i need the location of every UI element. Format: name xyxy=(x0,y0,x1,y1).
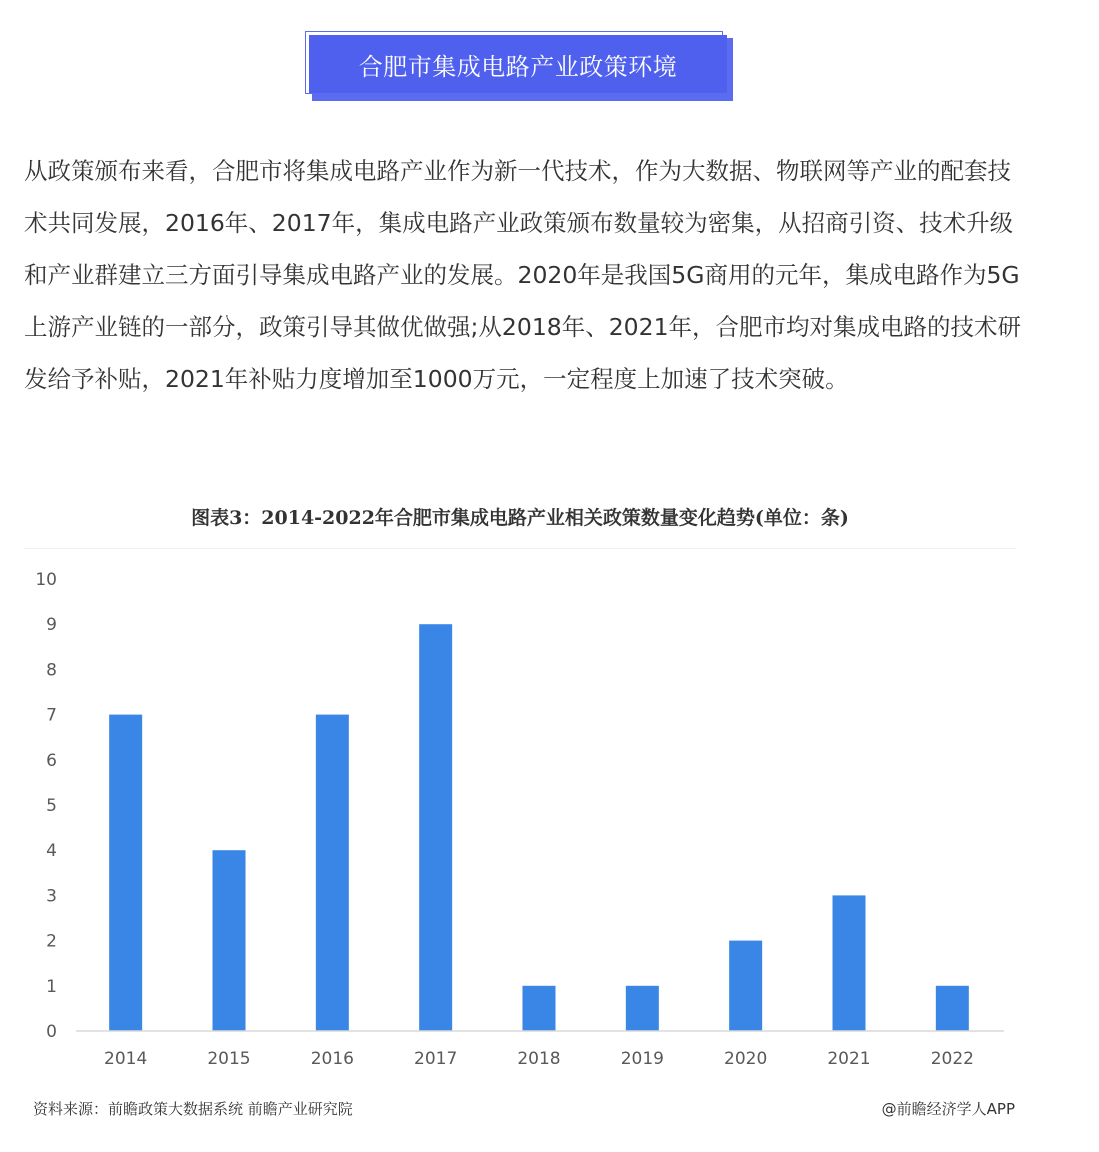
y-tick-label: 1 xyxy=(46,976,57,997)
bar-2014 xyxy=(109,715,142,1031)
y-tick-label: 0 xyxy=(46,1022,57,1042)
y-tick-label: 4 xyxy=(46,841,57,862)
section-title: 合肥市集成电路产业政策环境 xyxy=(358,52,678,81)
x-tick-label-2020: 2020 xyxy=(724,1049,768,1069)
source-note: 资料来源：前瞻政策大数据系统 前瞻产业研究院 xyxy=(33,1100,353,1118)
y-tick-label: 2 xyxy=(46,931,57,952)
x-tick-label-2018: 2018 xyxy=(517,1049,561,1069)
y-tick-label: 8 xyxy=(46,660,57,681)
section-title-banner xyxy=(305,31,733,101)
bar-2017 xyxy=(419,624,452,1031)
bar-2015 xyxy=(213,850,246,1031)
x-tick-label-2021: 2021 xyxy=(827,1049,871,1069)
bar-chart xyxy=(24,549,1016,1084)
x-tick-label-2015: 2015 xyxy=(207,1049,251,1069)
x-tick-label-2017: 2017 xyxy=(414,1049,458,1069)
bar-2021 xyxy=(833,895,866,1031)
y-tick-label: 5 xyxy=(46,796,57,816)
bar-2019 xyxy=(626,986,659,1031)
bar-2016 xyxy=(316,715,349,1031)
bar-2022 xyxy=(936,986,969,1031)
y-tick-label: 7 xyxy=(46,705,57,726)
bar-2018 xyxy=(523,986,556,1031)
y-tick-label: 10 xyxy=(35,570,57,590)
x-tick-label-2014: 2014 xyxy=(104,1049,148,1069)
chart-area xyxy=(24,548,1016,1084)
y-tick-label: 9 xyxy=(46,615,57,636)
chart-title: 图表3：2014-2022年合肥市集成电路产业相关政策数量变化趋势(单位：条) xyxy=(191,507,849,529)
credit-note: @前瞻经济学人APP xyxy=(881,1100,1015,1118)
y-axis-ticks xyxy=(35,570,57,1042)
bars xyxy=(109,624,969,1031)
x-tick-label-2019: 2019 xyxy=(620,1049,664,1069)
y-tick-label: 3 xyxy=(46,886,57,907)
title-box xyxy=(309,35,727,93)
x-tick-label-2022: 2022 xyxy=(930,1049,974,1069)
body-paragraph: 从政策颁布来看，合肥市将集成电路产业作为新一代技术，作为大数据、物联网等产业的配套技术共同发展，2016年、2017年，集成电路产业政策颁布数量较为密集，从招商引资、技术升级和产业群建立三方面引导集成电路产业的发展。2020年是我国5G商用的元年，集成电路作为5G上游产业链的一部分，政策引导其做优做强;从2018年、2021年，合肥市均对集成电路的技术研发给予补贴，2021年补贴力度增加至1000万元，一定程度上加速了技术突破。 xyxy=(24,157,1022,393)
bar-2020 xyxy=(729,941,762,1031)
x-axis-ticks xyxy=(104,1049,974,1069)
y-tick-label: 6 xyxy=(46,750,57,771)
x-tick-label-2016: 2016 xyxy=(310,1049,354,1069)
